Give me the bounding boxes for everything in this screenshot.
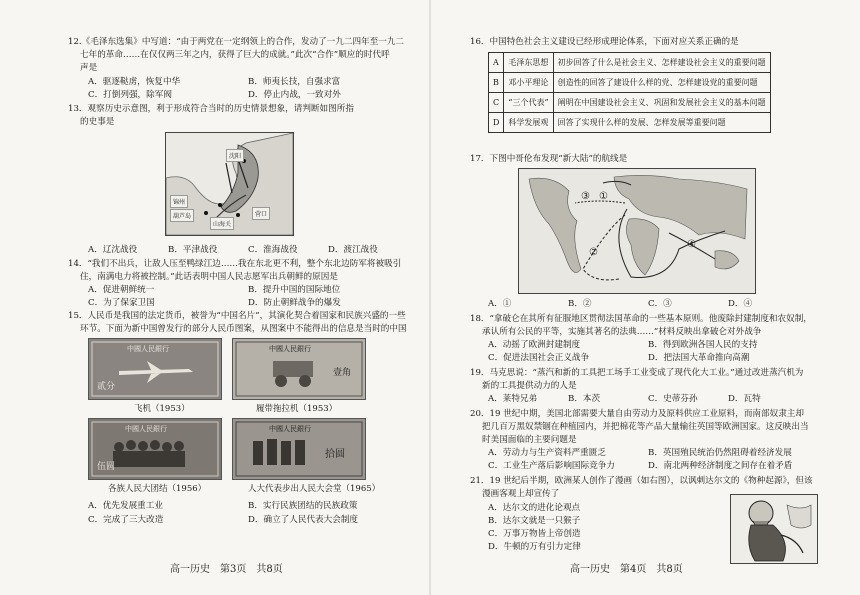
q13-stem-line1: 13．观察历史示意图，利于形成符合当时的历史情景想象，请判断如图所指 bbox=[68, 104, 354, 114]
q14-option-c[interactable]: C．为了保家卫国 bbox=[88, 298, 155, 308]
q12-stem-line3: 声是 bbox=[80, 63, 98, 73]
banknote-tractor-caption: 履带拖拉机（1953） bbox=[256, 404, 338, 414]
q20-stem-line2: 把几百万黑奴禁锢在种植园内，并把棉花等产品大量输往英国等欧洲国家。这反映出当 bbox=[482, 422, 809, 432]
q16-row-d-letter: D bbox=[489, 113, 504, 133]
q21-stem-line1: 21．19 世纪后半期，欧洲某人创作了漫画（如右图），以讽刺达尔文的《物种起源》，但该 bbox=[470, 476, 813, 486]
q21-darwin-cartoon bbox=[730, 494, 818, 564]
voyage-map-drawing bbox=[519, 169, 755, 293]
q13-option-b[interactable]: B．平津战役 bbox=[168, 245, 218, 255]
q13-option-c[interactable]: C．淮海战役 bbox=[248, 245, 298, 255]
q16-row-b-desc: 创造性的回答了建设什么样的党、怎样建设党的重要问题 bbox=[553, 73, 770, 93]
banknote-congress-bank: 中國人民銀行 bbox=[269, 425, 311, 433]
banknote-tractor bbox=[232, 338, 366, 400]
banknote-unity-denom: 伍圆 bbox=[97, 462, 116, 472]
map-label-huludao: 葫芦岛 bbox=[170, 209, 194, 222]
q18-option-a[interactable]: A．动摇了欧洲封建制度 bbox=[488, 340, 581, 350]
q14-stem-line1: 14．“我们不出兵，让敌人压至鸭绿江边……我在东北更不利，整个东北边防军将被吸引 bbox=[68, 259, 402, 269]
q17-stem: 17．下图中哥伦布发现“新大陆”的航线是 bbox=[470, 154, 628, 164]
map-label-yingkou: 营口 bbox=[252, 207, 270, 220]
q21-stem-line2: 漫画客观上却宣传了 bbox=[482, 489, 560, 499]
q12-option-c[interactable]: C．打倒列强，除军阀 bbox=[88, 90, 172, 100]
q16-row-a[interactable] bbox=[489, 53, 771, 73]
q20-option-a[interactable]: A．劳动力与生产资料严重匮乏 bbox=[488, 448, 606, 458]
q19-option-d[interactable]: D．瓦特 bbox=[728, 394, 761, 404]
q19-option-b[interactable]: B．本茨 bbox=[568, 394, 601, 404]
banknote-tractor-bank: 中國人民銀行 bbox=[269, 345, 311, 353]
q15-stem-line1: 15．人民币是我国的法定货币，被誉为“中国名片”，其演化契合着国家和民族兴盛的一些 bbox=[68, 311, 406, 321]
q16-row-b-theory: 邓小平理论 bbox=[504, 73, 553, 93]
q16-stem: 16．中国特色社会主义建设已经形成理论体系，下面对应关系正确的是 bbox=[470, 37, 739, 47]
map-label-shanhaiguan: 山海关 bbox=[210, 217, 234, 230]
q16-row-a-desc: 初步回答了什么是社会主义、怎样建设社会主义的重要问题 bbox=[553, 53, 770, 73]
q16-row-c-theory: “三个代表” bbox=[504, 93, 553, 113]
q16-row-d-theory: 科学发展观 bbox=[504, 113, 553, 133]
q12-stem-line1: 12.《毛泽东选集》中写道：“由于两党在一定纲领上的合作，发动了一九二四年至一九二 bbox=[68, 37, 405, 47]
banknote-unity bbox=[88, 418, 222, 480]
q16-row-d-desc: 回答了实现什么样的发展、怎样发展等重要问题 bbox=[553, 113, 770, 133]
q19-option-c[interactable]: C．史蒂芬孙 bbox=[648, 394, 698, 404]
q20-option-c[interactable]: C．工业生产落后影响国际竞争力 bbox=[488, 461, 615, 471]
q18-stem-line1: 18．“拿破仑在其所有征服地区贯彻法国革命的一些基本原则。他废除封建制度和农奴制， bbox=[470, 314, 812, 324]
q13-option-d[interactable]: D．渡江战役 bbox=[328, 245, 378, 255]
q18-stem-line2: 承认所有公民的平等，实施其著名的法典……”材料反映出拿破仑对外战争 bbox=[482, 327, 762, 337]
banknote-unity-caption: 各族人民大团结（1956） bbox=[108, 484, 207, 494]
q16-row-d[interactable] bbox=[489, 113, 771, 133]
q20-stem-line1: 20．19 世纪中期，美国北部需要大量自由劳动力及原料供应工业原料，而南部奴隶主却 bbox=[470, 409, 804, 419]
q12-option-d[interactable]: D．停止内战，一致对外 bbox=[248, 90, 341, 100]
banknote-congress bbox=[232, 418, 366, 480]
q21-option-b[interactable]: B．达尔文就是一只猴子 bbox=[488, 516, 581, 526]
q12-option-b[interactable]: B．师夷长技，自强求富 bbox=[248, 77, 341, 87]
q21-option-a[interactable]: A．达尔文的进化论观点 bbox=[488, 503, 581, 513]
q16-theory-table bbox=[488, 52, 771, 133]
q15-option-a[interactable]: A．优先发展重工业 bbox=[88, 501, 163, 511]
q19-stem-line1: 19．马克思说：“蒸汽和新的工具把工场手工业变成了现代化大工业。”通过改进蒸汽机为 bbox=[470, 368, 804, 378]
right-page bbox=[430, 0, 860, 595]
voyage-marker-4: ④ bbox=[687, 239, 696, 250]
q14-option-b[interactable]: B．提升中国的国际地位 bbox=[248, 285, 341, 295]
q13-battle-map bbox=[165, 132, 294, 236]
banknote-airplane-denom: 贰分 bbox=[97, 382, 116, 392]
map-label-jinzhou: 锦州 bbox=[170, 195, 188, 208]
q16-row-b[interactable] bbox=[489, 73, 771, 93]
banknote-airplane bbox=[88, 338, 222, 400]
q15-option-c[interactable]: C．完成了三大改造 bbox=[88, 515, 164, 525]
q18-option-c[interactable]: C．促进法国社会正义战争 bbox=[488, 353, 590, 363]
q16-row-c-letter: C bbox=[489, 93, 504, 113]
q20-option-b[interactable]: B．英国殖民统治仍然阻碍着经济发展 bbox=[648, 448, 792, 458]
q17-option-c[interactable]: C．③ bbox=[648, 299, 672, 309]
voyage-marker-2: ② bbox=[589, 247, 598, 258]
q16-row-a-theory: 毛泽东思想 bbox=[504, 53, 553, 73]
q20-option-d[interactable]: D．南北两种经济制度之间存在着矛盾 bbox=[648, 461, 793, 471]
q15-option-b[interactable]: B．实行民族团结的民族政策 bbox=[248, 501, 358, 511]
banknote-airplane-caption: 飞机（1953） bbox=[134, 404, 190, 414]
banknote-tractor-denom: 壹角 bbox=[333, 368, 352, 378]
q16-row-c-desc: 阐明在中国建设社会主义、巩固和发展社会主义的基本问题 bbox=[553, 93, 770, 113]
q16-row-c[interactable] bbox=[489, 93, 771, 113]
q14-stem-line2: 住，南满电力将被控制。”此话表明中国人民志愿军出兵朝鲜的原因是 bbox=[80, 272, 338, 282]
q16-row-b-letter: B bbox=[489, 73, 504, 93]
q17-option-a[interactable]: A．① bbox=[488, 299, 512, 309]
banknote-airplane-bank: 中國人民銀行 bbox=[127, 345, 169, 353]
banknote-unity-bank: 中國人民銀行 bbox=[125, 425, 167, 433]
q14-option-a[interactable]: A．促进朝鲜统一 bbox=[88, 285, 155, 295]
map-label-shenyang: 沈阳 bbox=[226, 149, 244, 162]
q15-stem-line2: 环节。下面为新中国曾发行的部分人民币图案，从图案中不能得出的信息是当时的中国 bbox=[80, 324, 407, 334]
left-page-footer: 高一历史 第3页 共8页 bbox=[170, 564, 283, 575]
q19-stem-line2: 新的工具提供动力的人是 bbox=[482, 381, 577, 391]
q12-option-a[interactable]: A．驱逐鞑虏，恢复中华 bbox=[88, 77, 181, 87]
q19-option-a[interactable]: A．莱特兄弟 bbox=[488, 394, 538, 404]
q18-option-b[interactable]: B．得到欧洲各国人民的支持 bbox=[648, 340, 758, 350]
voyage-marker-1: ① bbox=[599, 191, 608, 202]
q17-voyage-map bbox=[518, 168, 756, 294]
q14-option-d[interactable]: D．防止朝鲜战争的爆发 bbox=[248, 298, 341, 308]
q17-option-b[interactable]: B．② bbox=[568, 299, 592, 309]
q17-option-d[interactable]: D．④ bbox=[728, 299, 753, 309]
right-page-footer: 高一历史 第4页 共8页 bbox=[570, 564, 683, 575]
q21-option-d[interactable]: D．牛顿的万有引力定律 bbox=[488, 542, 581, 552]
q21-option-c[interactable]: C．万事万物皆上帝创造 bbox=[488, 529, 581, 539]
q20-stem-line3: 时美国面临的主要问题是 bbox=[482, 435, 577, 445]
banknote-congress-caption: 人大代表步出人民大会堂（1965） bbox=[248, 484, 381, 494]
q15-option-d[interactable]: D．确立了人民代表大会制度 bbox=[248, 515, 359, 525]
darwin-cartoon-drawing bbox=[731, 495, 817, 563]
q18-option-d[interactable]: D．把法国大革命推向高潮 bbox=[648, 353, 750, 363]
banknote-congress-denom: 拾圆 bbox=[325, 449, 345, 460]
q13-stem-line2: 的史事是 bbox=[80, 117, 115, 127]
q12-stem-line2: 七年的革命……在仅仅两三年之内，获得了巨大的成就。”此次“合作”顺应的时代呼 bbox=[80, 50, 390, 60]
q13-option-a[interactable]: A．辽沈战役 bbox=[88, 245, 138, 255]
q16-row-a-letter: A bbox=[489, 53, 504, 73]
voyage-marker-3: ③ bbox=[581, 191, 590, 202]
